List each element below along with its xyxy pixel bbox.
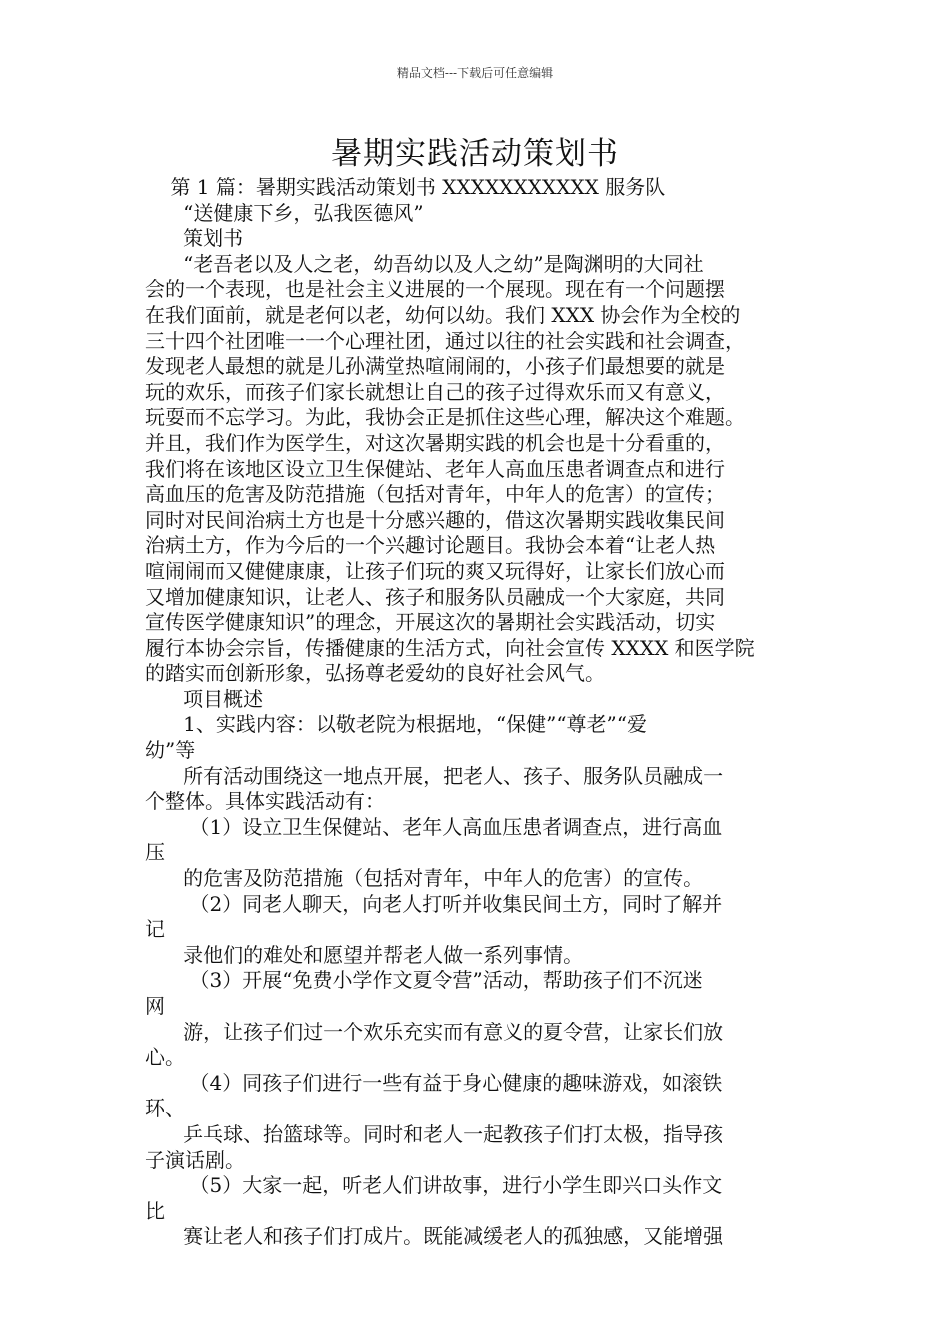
body-line: 幼”等 bbox=[145, 738, 196, 763]
body-line: 我们将在该地区设立卫生保健站、老年人高血压患者调查点和进行 bbox=[145, 456, 725, 481]
body-line: 记 bbox=[145, 917, 165, 942]
body-line: 发现老人最想的就是儿孙满堂热喧闹闹的，小孩子们最想要的就是 bbox=[145, 354, 725, 379]
body-line: 项目概述 bbox=[145, 686, 264, 711]
body-line: （3）开展“免费小学作文夏令营”活动，帮助孩子们不沉迷 bbox=[145, 968, 703, 993]
body-line: （5）大家一起，听老人们讲故事，进行小学生即兴口头作文 bbox=[145, 1173, 723, 1198]
body-line: 所有活动围绕这一地点开展，把老人、孩子、服务队员融成一 bbox=[145, 763, 724, 788]
body-line: 履行本协会宗旨，传播健康的生活方式，向社会宣传 XXXX 和医学院 bbox=[145, 635, 755, 660]
body-line: 的危害及防范措施（包括对青年，中年人的危害）的宣传。 bbox=[145, 866, 704, 891]
body-line: 网 bbox=[145, 994, 165, 1018]
body-line: 喧闹闹而又健健康康，让孩子们玩的爽又玩得好，让家长们放心而 bbox=[145, 558, 725, 583]
body-line: 又增加健康知识，让老人、孩子和服务队员融成一个大家庭，共同 bbox=[145, 584, 725, 609]
body-line: （4）同孩子们进行一些有益于身心健康的趣味游戏，如滚铁 bbox=[145, 1070, 723, 1095]
body-line: 三十四个社团唯一一个心理社团，通过以往的社会实践和社会调查， bbox=[145, 328, 745, 353]
body-line: 1、实践内容：以敬老院为根据地，“保健”“尊老”“爱 bbox=[145, 712, 648, 737]
body-line: 玩的欢乐，而孩子们家长就想让自己的孩子过得欢乐而又有意义， bbox=[145, 379, 725, 404]
body-line: （1）设立卫生保健站、老年人高血压患者调查点，进行高血 bbox=[145, 814, 723, 839]
body-line: 第 1 篇：暑期实践活动策划书 XXXXXXXXXXX 服务队 bbox=[145, 175, 666, 199]
body-line: 的踏实而创新形象，弘扬尊老爱幼的良好社会风气。 bbox=[145, 661, 605, 686]
body-line: 比 bbox=[145, 1198, 165, 1223]
document-body bbox=[145, 175, 810, 1250]
body-line: 玩耍而不忘学习。为此，我协会正是抓住这些心理，解决这个难题。 bbox=[145, 405, 745, 430]
body-line: 心。 bbox=[145, 1045, 185, 1070]
body-line: 并且，我们作为医学生，对这次暑期实践的机会也是十分看重的， bbox=[145, 430, 725, 455]
body-line: 环、 bbox=[145, 1096, 185, 1121]
body-line: “送健康下乡，弘我医德风” bbox=[145, 200, 424, 225]
body-line: （2）同老人聊天，向老人打听并收集民间土方，同时了解并 bbox=[145, 891, 723, 916]
body-line: 录他们的难处和愿望并帮老人做一系列事情。 bbox=[145, 942, 584, 967]
body-line: 乒乓球、抬篮球等。同时和老人一起教孩子们打太极，指导孩 bbox=[145, 1121, 724, 1146]
document-title: 暑期实践活动策划书 bbox=[331, 136, 619, 172]
body-line: 子演话剧。 bbox=[145, 1147, 245, 1172]
body-line: 游，让孩子们过一个欢乐充实而有意义的夏令营，让家长们放 bbox=[145, 1019, 724, 1044]
body-line: 策划书 bbox=[145, 226, 244, 251]
body-line: 宣传医学健康知识”的理念，开展这次的暑期社会实践活动，切实 bbox=[145, 610, 716, 635]
body-line: 赛让老人和孩子们打成片。既能减缓老人的孤独感，又能增强 bbox=[145, 1224, 724, 1249]
body-line: 同时对民间治病土方也是十分感兴趣的，借这次暑期实践收集民间 bbox=[145, 507, 725, 532]
body-line: “老吾老以及人之老，幼吾幼以及人之幼”是陶渊明的大同社 bbox=[145, 251, 704, 276]
page-header-note: 精品文档---下载后可任意编辑 bbox=[396, 66, 554, 80]
body-line: 高血压的危害及防范措施（包括对青年，中年人的危害）的宣传； bbox=[145, 482, 725, 507]
body-line: 会的一个表现，也是社会主义进展的一个展现。现在有一个问题摆 bbox=[145, 277, 725, 302]
body-line: 治病土方，作为今后的一个兴趣讨论题目。我协会本着“让老人热 bbox=[145, 533, 716, 558]
body-line: 个整体。具体实践活动有： bbox=[145, 789, 385, 814]
body-line: 在我们面前，就是老何以老，幼何以幼。我们 XXX 协会作为全校的 bbox=[145, 302, 741, 327]
body-line: 压 bbox=[145, 840, 165, 865]
